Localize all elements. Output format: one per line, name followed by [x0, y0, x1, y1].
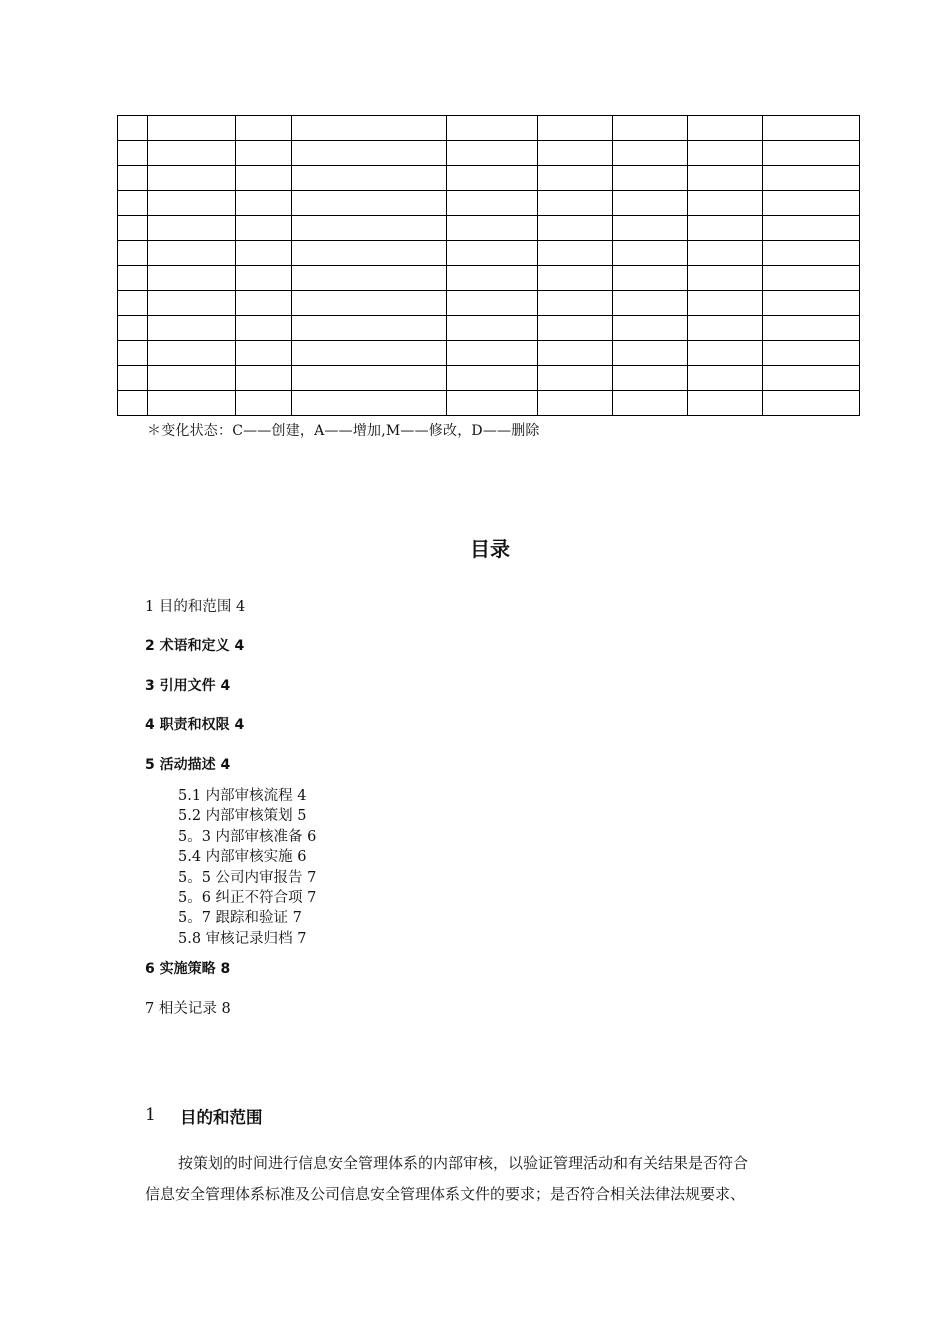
table-cell	[763, 266, 860, 291]
table-cell	[538, 366, 613, 391]
table-row	[118, 366, 860, 391]
table-cell	[763, 391, 860, 416]
section-number: 1	[145, 1105, 156, 1125]
table-cell	[236, 316, 292, 341]
table-cell	[236, 366, 292, 391]
table-row	[118, 116, 860, 141]
table-cell	[118, 366, 148, 391]
table-cell	[688, 241, 763, 266]
table-cell	[236, 216, 292, 241]
table-cell	[447, 141, 538, 166]
table-cell	[763, 216, 860, 241]
table-cell	[236, 191, 292, 216]
table-cell	[613, 366, 688, 391]
table-cell	[447, 316, 538, 341]
table-row	[118, 191, 860, 216]
table-cell	[236, 116, 292, 141]
table-cell	[148, 166, 236, 191]
table-cell	[763, 191, 860, 216]
change-record-table	[117, 115, 860, 416]
table-cell	[538, 266, 613, 291]
table-cell	[538, 191, 613, 216]
toc-item-5[interactable]: 5 活动描述 4	[145, 757, 231, 773]
table-cell	[292, 116, 447, 141]
table-cell	[538, 316, 613, 341]
table-cell	[118, 241, 148, 266]
table-cell	[447, 291, 538, 316]
table-cell	[292, 391, 447, 416]
table-row	[118, 341, 860, 366]
toc-item-1[interactable]: 1 目的和范围 4	[145, 599, 246, 615]
table-row	[118, 316, 860, 341]
change-status-note: ＊变化状态：C——创建，A——增加,M——修改，D——删除	[147, 423, 540, 439]
table-cell	[236, 391, 292, 416]
table-cell	[292, 366, 447, 391]
table-cell	[148, 366, 236, 391]
table-row	[118, 166, 860, 191]
toc-item-4[interactable]: 4 职责和权限 4	[145, 717, 245, 733]
table-cell	[447, 216, 538, 241]
table-cell	[118, 341, 148, 366]
toc-subitem-5-3[interactable]: 5。3 内部审核准备 6	[178, 829, 317, 845]
toc-subitem-5-2[interactable]: 5.2 内部审核策划 5	[178, 808, 307, 824]
toc-subitem-5-8[interactable]: 5.8 审核记录归档 7	[178, 931, 307, 947]
table-cell	[688, 116, 763, 141]
table-cell	[613, 116, 688, 141]
table-cell	[688, 341, 763, 366]
table-cell	[148, 191, 236, 216]
toc-item-6[interactable]: 6 实施策略 8	[145, 961, 231, 977]
table-row	[118, 291, 860, 316]
table-cell	[148, 241, 236, 266]
table-cell	[118, 391, 148, 416]
table-cell	[447, 266, 538, 291]
table-cell	[763, 366, 860, 391]
table-cell	[688, 191, 763, 216]
table-cell	[148, 216, 236, 241]
table-cell	[613, 166, 688, 191]
table-row	[118, 241, 860, 266]
table-cell	[292, 141, 447, 166]
toc-title: 目录	[470, 537, 510, 561]
toc-subitem-5-4[interactable]: 5.4 内部审核实施 6	[178, 849, 307, 865]
table-cell	[236, 341, 292, 366]
table-cell	[613, 141, 688, 166]
table-row	[118, 266, 860, 291]
toc-subitem-5-7[interactable]: 5。7 跟踪和验证 7	[178, 910, 302, 926]
table-cell	[613, 191, 688, 216]
table-cell	[688, 216, 763, 241]
table-cell	[148, 316, 236, 341]
table-cell	[292, 191, 447, 216]
table-row	[118, 391, 860, 416]
table-cell	[118, 116, 148, 141]
table-cell	[688, 291, 763, 316]
table-cell	[447, 241, 538, 266]
table-cell	[688, 266, 763, 291]
table-cell	[538, 341, 613, 366]
table-cell	[538, 216, 613, 241]
table-cell	[688, 141, 763, 166]
table-cell	[118, 216, 148, 241]
toc-subitem-5-6[interactable]: 5。6 纠正不符合项 7	[178, 890, 317, 906]
table-cell	[447, 366, 538, 391]
table-cell	[148, 141, 236, 166]
table-cell	[447, 341, 538, 366]
table-row	[118, 216, 860, 241]
table-cell	[763, 316, 860, 341]
table-cell	[447, 391, 538, 416]
table-cell	[236, 166, 292, 191]
table-cell	[688, 166, 763, 191]
table-cell	[292, 291, 447, 316]
table-cell	[292, 316, 447, 341]
table-cell	[118, 141, 148, 166]
table-cell	[148, 391, 236, 416]
table-cell	[613, 391, 688, 416]
table-cell	[292, 166, 447, 191]
table-cell	[292, 241, 447, 266]
table-cell	[538, 241, 613, 266]
table-cell	[538, 141, 613, 166]
table-cell	[763, 116, 860, 141]
table-cell	[613, 216, 688, 241]
toc-subitem-5-5[interactable]: 5。5 公司内审报告 7	[178, 870, 317, 886]
table-cell	[447, 116, 538, 141]
table-cell	[613, 341, 688, 366]
table-cell	[613, 316, 688, 341]
table-cell	[447, 191, 538, 216]
table-cell	[763, 141, 860, 166]
table-cell	[118, 166, 148, 191]
table-cell	[236, 291, 292, 316]
table-cell	[538, 166, 613, 191]
table-row	[118, 141, 860, 166]
table-cell	[148, 341, 236, 366]
table-cell	[118, 191, 148, 216]
table-cell	[447, 166, 538, 191]
section-title: 目的和范围	[180, 1108, 263, 1127]
toc-item-2[interactable]: 2 术语和定义 4	[145, 638, 245, 654]
table-cell	[763, 241, 860, 266]
table-cell	[236, 241, 292, 266]
toc-subitem-5-1[interactable]: 5.1 内部审核流程 4	[178, 788, 307, 804]
toc-item-3[interactable]: 3 引用文件 4	[145, 678, 231, 694]
table-cell	[292, 266, 447, 291]
table-cell	[118, 291, 148, 316]
table-cell	[763, 341, 860, 366]
table-cell	[292, 341, 447, 366]
table-cell	[236, 141, 292, 166]
table-cell	[688, 391, 763, 416]
table-cell	[688, 366, 763, 391]
table-cell	[118, 266, 148, 291]
table-cell	[688, 316, 763, 341]
table-cell	[292, 216, 447, 241]
table-cell	[613, 266, 688, 291]
table-cell	[613, 291, 688, 316]
table-cell	[763, 166, 860, 191]
toc-item-7[interactable]: 7 相关记录 8	[145, 1001, 231, 1017]
section-paragraph-line-2: 信息安全管理体系标准及公司信息安全管理体系文件的要求；是否符合相关法律法规要求、	[145, 1185, 746, 1203]
table-cell	[763, 291, 860, 316]
table-cell	[236, 266, 292, 291]
table-cell	[148, 116, 236, 141]
table-cell	[148, 266, 236, 291]
table-cell	[538, 291, 613, 316]
section-paragraph-line-1: 按策划的时间进行信息安全管理体系的内部审核，以验证管理活动和有关结果是否符合	[178, 1154, 749, 1172]
table-cell	[538, 391, 613, 416]
table-cell	[538, 116, 613, 141]
table-cell	[613, 241, 688, 266]
table-cell	[118, 316, 148, 341]
table-cell	[148, 291, 236, 316]
